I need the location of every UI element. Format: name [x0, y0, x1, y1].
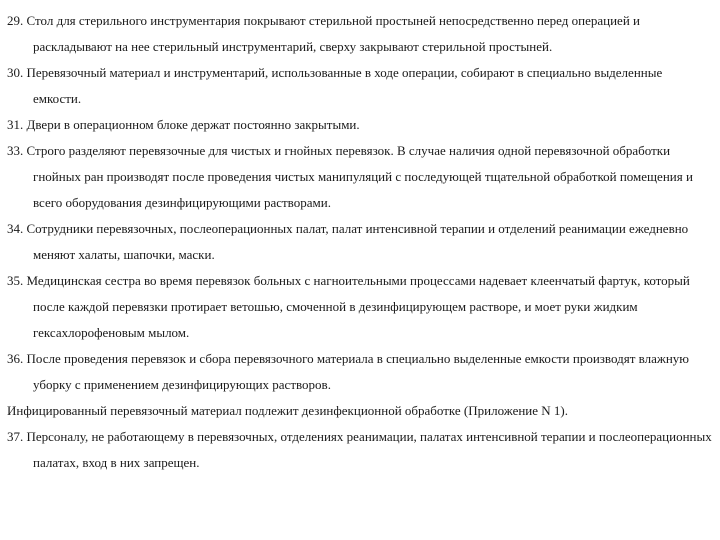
paragraph-33: 33. Строго разделяют перевязочные для чистых и гнойных перевязок. В случае наличия одной перевязочной обработки гнойных ран производят после проведения чистых манипуляций с последующей тщательной обработкой помещения и всего оборудования дезинфицирующими растворами. — [7, 143, 693, 210]
paragraph-34: 34. Сотрудники перевязочных, послеоперационных палат, палат интенсивной терапии и отделений реанимации ежедневно меняют халаты, шапочки, маски. — [7, 221, 689, 262]
paragraph-31: 31. Двери в операционном блоке держат постоянно закрытыми. — [7, 117, 360, 132]
paragraph-35: 35. Медицинская сестра во время перевязок больных с нагноительными процессами надевает клеенчатый фартук, который после каждой перевязки протирает ветошью, смоченной в дезинфицирующем растворе, и моет руки жидким гексахлорофеновым мылом. — [7, 273, 690, 340]
paragraph-36: 36. После проведения перевязок и сбора перевязочного материала в специально выделенные емкости производят влажную уборку с применением дезинфицирующих растворов. — [7, 351, 690, 392]
paragraph-29: 29. Стол для стерильного инструментария покрывают стерильной простыней непосредственно перед операцией и раскладывают на нее стерильный инструментарий, сверху закрывают стерильной простыней. — [7, 13, 640, 54]
paragraph-30: 30. Перевязочный материал и инструментарий, использованные в ходе операции, собирают в специально выделенные емкости. — [7, 65, 663, 106]
paragraph-infected-material-note: Инфицированный перевязочный материал подлежит дезинфекционной обработке (Приложение N 1). — [7, 403, 568, 418]
paragraph-37: 37. Персоналу, не работающему в перевязочных, отделениях реанимации, палатах интенсивной терапии и послеоперационных палатах, вход в них запрещен. — [7, 429, 712, 470]
document-body — [7, 8, 713, 476]
